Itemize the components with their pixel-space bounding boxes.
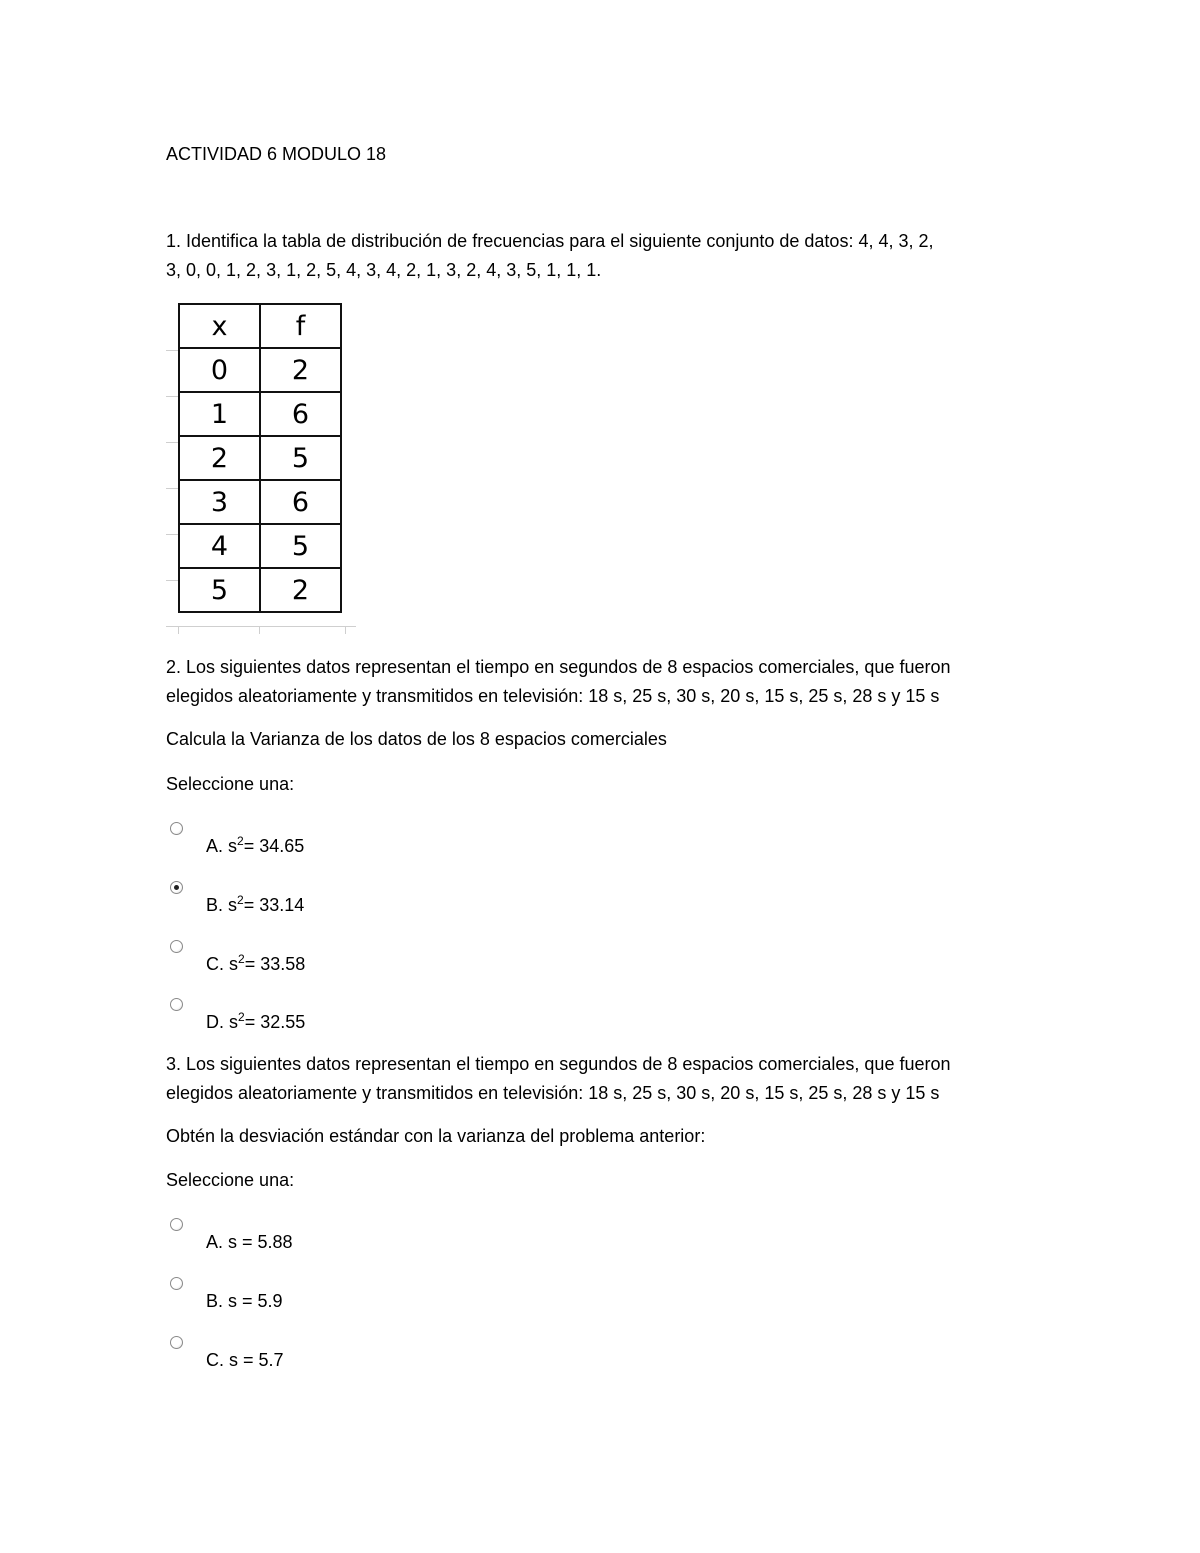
table-cell-x: 2 bbox=[179, 436, 260, 480]
table-cell-f: 2 bbox=[260, 348, 341, 392]
table-row bbox=[179, 436, 341, 480]
q2-option-d-label: D. $s^2= 32.55$ bbox=[206, 1010, 306, 1032]
table-header-row bbox=[179, 304, 341, 348]
q2-option-a[interactable] bbox=[166, 822, 766, 862]
q3-option-b-label: B. s = 5.9 bbox=[206, 1291, 283, 1311]
q3-prompt: Obtén la desviación estándar con la varianza del problema anterior: bbox=[166, 1126, 706, 1146]
q3-option-a[interactable] bbox=[166, 1218, 766, 1258]
table-row bbox=[179, 392, 341, 436]
q2-select-label: Seleccione una: bbox=[166, 774, 295, 794]
q2-option-a-label: A. $s^2= 34.65$ bbox=[206, 834, 305, 856]
q2-option-d[interactable] bbox=[166, 998, 766, 1038]
radio-button-icon[interactable] bbox=[170, 940, 183, 953]
grid-line bbox=[166, 580, 178, 581]
table-cell-f: 6 bbox=[260, 392, 341, 436]
q2-option-b[interactable] bbox=[166, 881, 766, 921]
q2-option-b-label: B. $s^2= 33.14$ bbox=[206, 893, 305, 915]
radio-button-icon[interactable] bbox=[170, 1336, 183, 1349]
radio-button-icon[interactable] bbox=[170, 1218, 183, 1231]
q2-option-c[interactable] bbox=[166, 940, 766, 980]
grid-line bbox=[166, 626, 356, 627]
table-cell-x: 0 bbox=[179, 348, 260, 392]
table-header-f: f bbox=[260, 304, 341, 348]
grid-line bbox=[166, 442, 178, 443]
table-cell-f: 5 bbox=[260, 436, 341, 480]
radio-button-icon[interactable] bbox=[170, 998, 183, 1011]
q2-text-line-2: elegidos aleatoriamente y transmitidos en televisión: 18 s, 25 s, 30 s, 20 s, 15 s, 25 s, 28 s y 15 s bbox=[166, 686, 940, 706]
table-header-x: x bbox=[179, 304, 260, 348]
table-row bbox=[179, 348, 341, 392]
table-cell-x: 3 bbox=[179, 480, 260, 524]
q1-text-line-2: 3, 0, 0, 1, 2, 3, 1, 2, 5, 4, 3, 4, 2, 1, 3, 2, 4, 3, 5, 1, 1, 1. bbox=[166, 260, 602, 280]
table-cell-x: 4 bbox=[179, 524, 260, 568]
table-cell-f: 5 bbox=[260, 524, 341, 568]
grid-line bbox=[166, 488, 178, 489]
table-cell-x: 1 bbox=[179, 392, 260, 436]
q3-text-line-2: elegidos aleatoriamente y transmitidos en televisión: 18 s, 25 s, 30 s, 20 s, 15 s, 25 s, 28 s y 15 s bbox=[166, 1083, 940, 1103]
grid-line bbox=[259, 626, 260, 634]
q3-option-b[interactable] bbox=[166, 1277, 766, 1317]
grid-line bbox=[345, 626, 346, 634]
table-row bbox=[179, 524, 341, 568]
q2-option-c-label: C. $s^2= 33.58$ bbox=[206, 952, 306, 974]
q3-option-a-label: A. s = 5.88 bbox=[206, 1232, 293, 1252]
table-row bbox=[179, 480, 341, 524]
radio-button-icon[interactable] bbox=[170, 1277, 183, 1290]
radio-button-selected-icon[interactable] bbox=[170, 881, 183, 894]
frequency-table bbox=[178, 303, 342, 613]
q2-prompt: Calcula la Varianza de los datos de los 8 espacios comerciales bbox=[166, 729, 667, 749]
grid-line bbox=[166, 350, 178, 351]
radio-button-icon[interactable] bbox=[170, 822, 183, 835]
q3-text-line-1: 3. Los siguientes datos representan el tiempo en segundos de 8 espacios comerciales, que fueron bbox=[166, 1054, 951, 1074]
q1-text-line-1: 1. Identifica la tabla de distribución de frecuencias para el siguiente conjunto de datos: 4, 4, 3, 2, bbox=[166, 231, 934, 251]
table-cell-f: 6 bbox=[260, 480, 341, 524]
grid-line bbox=[166, 534, 178, 535]
table-cell-f: 2 bbox=[260, 568, 341, 612]
document-title: ACTIVIDAD 6 MODULO 18 bbox=[166, 144, 387, 164]
q3-select-label: Seleccione una: bbox=[166, 1170, 295, 1190]
grid-line bbox=[166, 396, 178, 397]
q3-option-c[interactable] bbox=[166, 1336, 766, 1376]
q2-text-line-1: 2. Los siguientes datos representan el tiempo en segundos de 8 espacios comerciales, que fueron bbox=[166, 657, 951, 677]
grid-line bbox=[178, 626, 179, 634]
q3-option-c-label: C. s = 5.7 bbox=[206, 1350, 284, 1370]
table-cell-x: 5 bbox=[179, 568, 260, 612]
table-row bbox=[179, 568, 341, 612]
